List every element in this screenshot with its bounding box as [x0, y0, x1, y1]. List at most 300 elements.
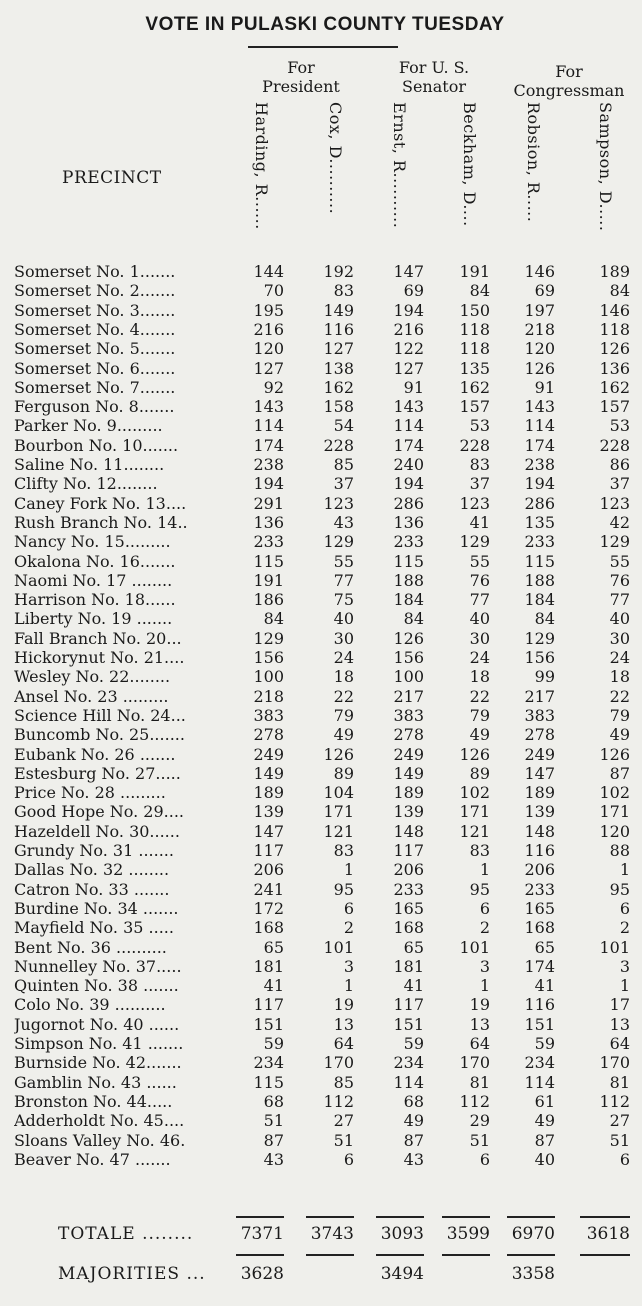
precinct-name: Somerset No. 2.......	[14, 281, 176, 301]
vote-beckham: 171	[459, 802, 490, 822]
precinct-name: Gamblin No. 43 ......	[14, 1072, 177, 1092]
vote-harding: 383	[253, 705, 284, 725]
group-header-president	[246, 58, 356, 96]
table-row	[0, 1034, 642, 1054]
table-row	[0, 301, 642, 321]
vote-ernst: 59	[403, 1034, 424, 1053]
precinct-name: Ferguson No. 8.......	[14, 397, 175, 417]
precinct-name: Bronston No. 44.....	[14, 1091, 173, 1111]
vote-harding: 87	[263, 1130, 284, 1150]
table-row	[0, 822, 642, 842]
precinct-name: Colo No. 39 ..........	[14, 995, 166, 1015]
vote-cox: 149	[323, 300, 354, 320]
vote-robsion: 126	[524, 358, 555, 378]
table-row	[0, 802, 642, 822]
vote-robsion: 69	[534, 281, 555, 301]
vote-sampson: 1	[619, 860, 630, 880]
vote-robsion: 197	[524, 300, 555, 320]
vote-cox: 104	[323, 783, 354, 803]
vote-sampson: 27	[609, 1111, 630, 1131]
majorities-rule	[236, 1254, 284, 1256]
vote-sampson: 228	[599, 435, 630, 455]
page-title: VOTE IN PULASKI COUNTY TUESDAY	[145, 14, 505, 35]
vote-beckham: 76	[469, 570, 490, 590]
vote-sampson: 86	[609, 455, 630, 474]
table-row	[0, 957, 642, 977]
vote-ernst: 65	[403, 937, 424, 957]
vote-harding: 117	[253, 841, 284, 860]
vote-robsion: 120	[524, 339, 555, 359]
table-row	[0, 899, 642, 919]
vote-ernst: 91	[403, 377, 424, 397]
precinct-name: Burnside No. 42.......	[14, 1053, 182, 1073]
vote-ernst: 100	[393, 667, 424, 687]
precinct-name: Parker No. 9.........	[14, 416, 163, 436]
vote-beckham: 135	[459, 358, 490, 378]
vote-cox: 123	[323, 493, 354, 513]
vote-sampson: 171	[599, 802, 630, 822]
vote-sampson: 157	[599, 397, 630, 417]
majority-president: 3628	[240, 1264, 284, 1284]
vote-ernst: 194	[393, 474, 424, 494]
precinct-name: Clifty No. 12........	[14, 474, 158, 494]
vote-harding: 174	[253, 435, 284, 455]
vote-harding: 139	[253, 802, 284, 822]
vote-beckham: 101	[459, 937, 490, 957]
vote-cox: 121	[323, 821, 354, 841]
vote-cox: 30	[333, 628, 354, 648]
vote-harding: 114	[253, 416, 284, 436]
vote-cox: 170	[323, 1053, 354, 1073]
vote-robsion: 151	[524, 1014, 555, 1034]
vote-beckham: 150	[459, 300, 490, 320]
vote-sampson: 13	[609, 1014, 630, 1034]
vote-ernst: 49	[403, 1111, 424, 1131]
vote-cox: 127	[323, 339, 354, 359]
vote-harding: 234	[253, 1053, 284, 1073]
vote-robsion: 383	[524, 705, 555, 725]
table-row	[0, 860, 642, 880]
vote-cox: 54	[333, 416, 354, 436]
vote-ernst: 147	[393, 262, 424, 281]
total-beckham: 3599	[446, 1224, 490, 1244]
vote-sampson: 81	[609, 1072, 630, 1092]
precinct-name: Eubank No. 26 .......	[14, 744, 176, 764]
vote-robsion: 41	[534, 976, 555, 996]
vote-beckham: 6	[479, 898, 490, 918]
vote-ernst: 217	[393, 686, 424, 706]
table-row	[0, 629, 642, 649]
table-row	[0, 938, 642, 958]
vote-beckham: 13	[469, 1014, 490, 1034]
vote-robsion: 156	[524, 648, 555, 667]
table-row	[0, 1092, 642, 1112]
group-header-line2: Senator	[402, 77, 466, 96]
vote-cox: 85	[333, 455, 354, 474]
vote-robsion: 139	[524, 802, 555, 822]
vote-robsion: 49	[534, 1111, 555, 1131]
vote-harding: 168	[253, 918, 284, 938]
candidate-header-beckham: Beckham, D....	[460, 102, 479, 227]
majorities-label: MAJORITIES ...	[58, 1264, 206, 1284]
vote-robsion: 233	[524, 532, 555, 552]
vote-sampson: 2	[619, 918, 630, 938]
vote-harding: 278	[253, 725, 284, 745]
vote-harding: 70	[263, 281, 284, 301]
vote-sampson: 40	[609, 609, 630, 629]
vote-harding: 147	[253, 821, 284, 841]
vote-ernst: 194	[393, 300, 424, 320]
vote-harding: 100	[253, 667, 284, 687]
vote-beckham: 49	[469, 725, 490, 745]
total-ernst: 3093	[380, 1224, 424, 1244]
vote-harding: 241	[253, 879, 284, 899]
vote-ernst: 87	[403, 1130, 424, 1150]
table-row	[0, 359, 642, 379]
precinct-name: Estesburg No. 27.....	[14, 763, 181, 783]
vote-robsion: 146	[524, 262, 555, 281]
vote-ernst: 122	[393, 339, 424, 359]
vote-ernst: 233	[393, 532, 424, 552]
precinct-name: Wesley No. 22........	[14, 667, 171, 687]
vote-beckham: 77	[469, 590, 490, 610]
vote-beckham: 95	[469, 879, 490, 899]
vote-sampson: 30	[609, 628, 630, 648]
vote-ernst: 383	[393, 705, 424, 725]
vote-robsion: 147	[524, 763, 555, 783]
total-cox: 3743	[310, 1224, 354, 1244]
precinct-name: Somerset No. 6.......	[14, 358, 176, 378]
precinct-name: Hickorynut No. 21....	[14, 648, 185, 667]
vote-cox: 162	[323, 377, 354, 397]
vote-ernst: 68	[403, 1091, 424, 1111]
precinct-name: Nunnelley No. 37.....	[14, 956, 182, 976]
vote-cox: 228	[323, 435, 354, 455]
vote-beckham: 121	[459, 821, 490, 841]
precinct-name: Dallas No. 32 ........	[14, 860, 170, 880]
precinct-name: Somerset No. 4.......	[14, 319, 176, 339]
table-row	[0, 1150, 642, 1170]
vote-sampson: 1	[619, 976, 630, 996]
vote-cox: 1	[343, 976, 354, 996]
precinct-name: Jugornot No. 40 ......	[14, 1014, 180, 1034]
vote-beckham: 79	[469, 705, 490, 725]
precinct-name: Somerset No. 3.......	[14, 300, 176, 320]
vote-cox: 112	[323, 1091, 354, 1111]
precinct-name: Harrison No. 18......	[14, 590, 176, 610]
vote-beckham: 112	[459, 1091, 490, 1111]
vote-beckham: 83	[469, 455, 490, 474]
vote-sampson: 55	[609, 551, 630, 571]
totals-rule	[376, 1216, 424, 1218]
vote-cox: 55	[333, 551, 354, 571]
vote-cox: 129	[323, 532, 354, 552]
totals-rule	[580, 1216, 630, 1218]
majorities-rule	[442, 1254, 490, 1256]
group-header-congressman	[500, 62, 638, 100]
precinct-name: Somerset No. 7.......	[14, 377, 176, 397]
vote-sampson: 17	[609, 995, 630, 1015]
precinct-name: Price No. 28 .........	[14, 783, 166, 803]
vote-cox: 6	[343, 1149, 354, 1169]
vote-harding: 143	[253, 397, 284, 417]
precinct-name: Science Hill No. 24...	[14, 705, 186, 725]
vote-ernst: 278	[393, 725, 424, 745]
vote-cox: 64	[333, 1034, 354, 1053]
table-row	[0, 687, 642, 707]
vote-cox: 1	[343, 860, 354, 880]
vote-robsion: 249	[524, 744, 555, 764]
vote-sampson: 3	[619, 956, 630, 976]
vote-harding: 238	[253, 455, 284, 474]
vote-robsion: 99	[534, 667, 555, 687]
vote-robsion: 218	[524, 319, 555, 339]
vote-sampson: 53	[609, 416, 630, 436]
vote-sampson: 88	[609, 841, 630, 860]
vote-cox: 116	[323, 319, 354, 339]
vote-beckham: 84	[469, 281, 490, 301]
vote-beckham: 157	[459, 397, 490, 417]
vote-ernst: 139	[393, 802, 424, 822]
vote-cox: 6	[343, 898, 354, 918]
precinct-name: Naomi No. 17 ........	[14, 570, 173, 590]
vote-harding: 41	[263, 976, 284, 996]
majorities-rule	[507, 1254, 555, 1256]
vote-sampson: 77	[609, 590, 630, 610]
vote-ernst: 127	[393, 358, 424, 378]
vote-beckham: 129	[459, 532, 490, 552]
vote-robsion: 135	[524, 512, 555, 532]
vote-sampson: 37	[609, 474, 630, 494]
table-row	[0, 590, 642, 610]
vote-harding: 195	[253, 300, 284, 320]
vote-robsion: 91	[534, 377, 555, 397]
vote-cox: 19	[333, 995, 354, 1015]
vote-beckham: 40	[469, 609, 490, 629]
vote-harding: 115	[253, 551, 284, 571]
vote-robsion: 188	[524, 570, 555, 590]
vote-ernst: 117	[393, 995, 424, 1015]
vote-beckham: 162	[459, 377, 490, 397]
vote-beckham: 123	[459, 493, 490, 513]
vote-beckham: 81	[469, 1072, 490, 1092]
table-row	[0, 1131, 642, 1151]
precinct-name: Buncomb No. 25.......	[14, 725, 185, 745]
precinct-name: Hazeldell No. 30......	[14, 821, 180, 841]
vote-robsion: 165	[524, 898, 555, 918]
vote-ernst: 114	[393, 1072, 424, 1092]
table-row	[0, 571, 642, 591]
vote-ernst: 184	[393, 590, 424, 610]
table-row	[0, 976, 642, 996]
precinct-name: Fall Branch No. 20...	[14, 628, 182, 648]
vote-sampson: 112	[599, 1091, 630, 1111]
vote-harding: 156	[253, 648, 284, 667]
vote-sampson: 64	[609, 1034, 630, 1053]
precinct-name: Caney Fork No. 13....	[14, 493, 187, 513]
vote-harding: 117	[253, 995, 284, 1015]
vote-beckham: 55	[469, 551, 490, 571]
vote-sampson: 79	[609, 705, 630, 725]
vote-robsion: 234	[524, 1053, 555, 1073]
vote-cox: 79	[333, 705, 354, 725]
vote-cox: 192	[323, 262, 354, 281]
table-row	[0, 262, 642, 282]
group-header-line1: For	[287, 58, 315, 77]
table-row	[0, 764, 642, 784]
vote-robsion: 217	[524, 686, 555, 706]
precinct-name: Mayfield No. 35 .....	[14, 918, 174, 938]
vote-sampson: 51	[609, 1130, 630, 1150]
vote-beckham: 191	[459, 262, 490, 281]
vote-ernst: 286	[393, 493, 424, 513]
candidate-header-harding: Harding, R......	[252, 102, 271, 230]
vote-cox: 77	[333, 570, 354, 590]
vote-sampson: 6	[619, 1149, 630, 1169]
vote-harding: 59	[263, 1034, 284, 1053]
group-header-line1: For	[555, 62, 583, 81]
vote-ernst: 114	[393, 416, 424, 436]
vote-ernst: 126	[393, 628, 424, 648]
vote-ernst: 249	[393, 744, 424, 764]
vote-beckham: 1	[479, 860, 490, 880]
vote-beckham: 118	[459, 319, 490, 339]
precinct-name: Nancy No. 15.........	[14, 532, 171, 552]
vote-robsion: 184	[524, 590, 555, 610]
vote-cox: 158	[323, 397, 354, 417]
vote-cox: 85	[333, 1072, 354, 1092]
vote-ernst: 188	[393, 570, 424, 590]
majority-congressman: 3358	[511, 1264, 555, 1284]
table-row	[0, 667, 642, 687]
vote-cox: 101	[323, 937, 354, 957]
vote-ernst: 168	[393, 918, 424, 938]
vote-sampson: 76	[609, 570, 630, 590]
vote-robsion: 65	[534, 937, 555, 957]
vote-beckham: 102	[459, 783, 490, 803]
vote-cox: 95	[333, 879, 354, 899]
vote-robsion: 116	[524, 995, 555, 1015]
table-row	[0, 841, 642, 861]
vote-robsion: 278	[524, 725, 555, 745]
vote-beckham: 64	[469, 1034, 490, 1053]
vote-sampson: 170	[599, 1053, 630, 1073]
table-row	[0, 609, 642, 629]
table-row	[0, 995, 642, 1015]
precinct-column-header: PRECINCT	[62, 168, 162, 188]
totals-rule	[236, 1216, 284, 1218]
precinct-name: Grundy No. 31 .......	[14, 841, 174, 860]
table-row	[0, 1015, 642, 1035]
vote-harding: 120	[253, 339, 284, 359]
vote-robsion: 168	[524, 918, 555, 938]
vote-ernst: 233	[393, 879, 424, 899]
vote-beckham: 228	[459, 435, 490, 455]
table-row	[0, 281, 642, 301]
table-row	[0, 706, 642, 726]
table-row	[0, 783, 642, 803]
vote-cox: 171	[323, 802, 354, 822]
vote-harding: 84	[263, 609, 284, 629]
vote-beckham: 51	[469, 1130, 490, 1150]
vote-robsion: 194	[524, 474, 555, 494]
table-row	[0, 1111, 642, 1131]
vote-sampson: 120	[599, 821, 630, 841]
table-row	[0, 339, 642, 359]
vote-ernst: 165	[393, 898, 424, 918]
vote-cox: 75	[333, 590, 354, 610]
vote-harding: 68	[263, 1091, 284, 1111]
vote-beckham: 118	[459, 339, 490, 359]
vote-beckham: 30	[469, 628, 490, 648]
table-row	[0, 725, 642, 745]
vote-harding: 92	[263, 377, 284, 397]
vote-robsion: 61	[534, 1091, 555, 1111]
vote-robsion: 286	[524, 493, 555, 513]
vote-ernst: 43	[403, 1149, 424, 1169]
vote-beckham: 53	[469, 416, 490, 436]
totals-rule	[507, 1216, 555, 1218]
vote-cox: 126	[323, 744, 354, 764]
vote-sampson: 129	[599, 532, 630, 552]
vote-harding: 43	[263, 1149, 284, 1169]
precinct-name: Somerset No. 5.......	[14, 339, 176, 359]
vote-ernst: 156	[393, 648, 424, 667]
vote-sampson: 18	[609, 667, 630, 687]
vote-cox: 89	[333, 763, 354, 783]
table-row	[0, 416, 642, 436]
table-row	[0, 494, 642, 514]
vote-beckham: 126	[459, 744, 490, 764]
vote-robsion: 206	[524, 860, 555, 880]
table-row	[0, 1073, 642, 1093]
vote-sampson: 87	[609, 763, 630, 783]
vote-sampson: 162	[599, 377, 630, 397]
vote-harding: 186	[253, 590, 284, 610]
vote-ernst: 84	[403, 609, 424, 629]
table-row	[0, 918, 642, 938]
vote-ernst: 41	[403, 976, 424, 996]
vote-cox: 24	[333, 648, 354, 667]
total-harding: 7371	[240, 1224, 284, 1244]
vote-robsion: 143	[524, 397, 555, 417]
vote-robsion: 148	[524, 821, 555, 841]
vote-harding: 181	[253, 956, 284, 976]
vote-sampson: 118	[599, 319, 630, 339]
vote-cox: 138	[323, 358, 354, 378]
vote-beckham: 83	[469, 841, 490, 860]
majorities-rule	[306, 1254, 354, 1256]
majorities-rule	[580, 1254, 630, 1256]
precinct-name: Liberty No. 19 .......	[14, 609, 173, 629]
precinct-name: Quinten No. 38 .......	[14, 976, 179, 996]
vote-harding: 149	[253, 763, 284, 783]
vote-ernst: 216	[393, 319, 424, 339]
table-row	[0, 513, 642, 533]
table-row	[0, 532, 642, 552]
vote-sampson: 101	[599, 937, 630, 957]
vote-beckham: 3	[479, 956, 490, 976]
vote-ernst: 206	[393, 860, 424, 880]
group-header-line1: For U. S.	[398, 58, 470, 77]
vote-harding: 218	[253, 686, 284, 706]
candidate-header-cox: Cox, D..........	[326, 102, 345, 215]
candidate-header-sampson: Sampson, D.....	[596, 102, 615, 232]
vote-robsion: 174	[524, 435, 555, 455]
group-header-line2: President	[262, 77, 340, 96]
majority-senator: 3494	[380, 1264, 424, 1284]
vote-robsion: 189	[524, 783, 555, 803]
